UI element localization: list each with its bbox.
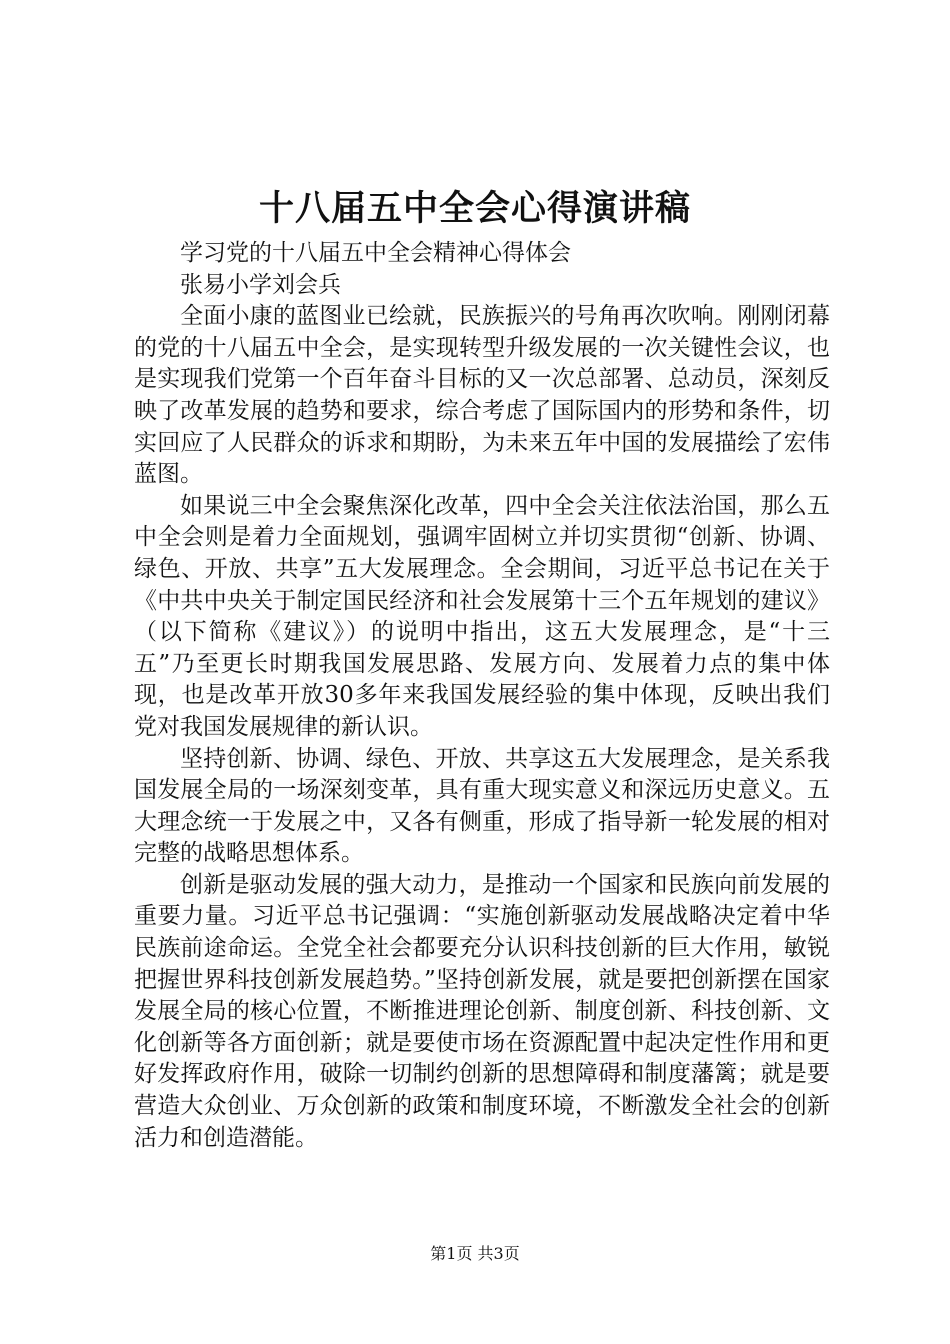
page-footer: 第1页 共3页 xyxy=(430,1244,520,1263)
author-paragraph: 张易小学刘会兵 xyxy=(180,271,341,298)
body-paragraph: 如果说三中全会聚焦深化改革，四中全会关注依法治国，那么五中全会则是着力全面规划，强调牢固树立并切实贯彻“创新、协调、绿色、开放、共享”五大发展理念。全会期间，习近平总书记在关于《中共中央关于制定国民经济和社会发展第十三个五年规划的建议》（以下简称《建议》）的说明中指出，这五大发展理念，是“十三五”乃至更长时期我国发展思路、发展方向、发展着力点的集中体现，也是改革开放30多年来我国发展经验的集中体现，反映出我们党对我国发展规律的新认识。 xyxy=(134,492,830,740)
document-body xyxy=(134,238,830,1154)
body-paragraph: 全面小康的蓝图业已绘就，民族振兴的号角再次吹响。刚刚闭幕的党的十八届五中全会，是实现转型升级发展的一次关键性会议，也是实现我们党第一个百年奋斗目标的又一次总部署、总动员，深刻反映了改革发展的趋势和要求，综合考虑了国际国内的形势和条件，切实回应了人民群众的诉求和期盼，为未来五年中国的发展描绘了宏伟蓝图。 xyxy=(134,303,830,488)
subtitle-paragraph: 学习党的十八届五中全会精神心得体会 xyxy=(180,240,571,266)
body-paragraph: 坚持创新、协调、绿色、开放、共享这五大发展理念，是关系我国发展全局的一场深刻变革，具有重大现实意义和深远历史意义。五大理念统一于发展之中，又各有侧重，形成了指导新一轮发展的相对完整的战略思想体系。 xyxy=(134,745,830,867)
document-title: 十八届五中全会心得演讲稿 xyxy=(258,188,691,229)
body-paragraph: 创新是驱动发展的强大动力，是推动一个国家和民族向前发展的重要力量。习近平总书记强调：“实施创新驱动发展战略决定着中华民族前途命运。全党全社会都要充分认识科技创新的巨大作用，敏锐把握世界科技创新发展趋势。”坚持创新发展，就是要把创新摆在国家发展全局的核心位置，不断推进理论创新、制度创新、科技创新、文化创新等各方面创新；就是要使市场在资源配置中起决定性作用和更好发挥政府作用，破除一切制约创新的思想障碍和制度藩篱；就是要营造大众创业、万众创新的政策和制度环境，不断激发全社会的创新活力和创造潜能。 xyxy=(134,871,830,1151)
